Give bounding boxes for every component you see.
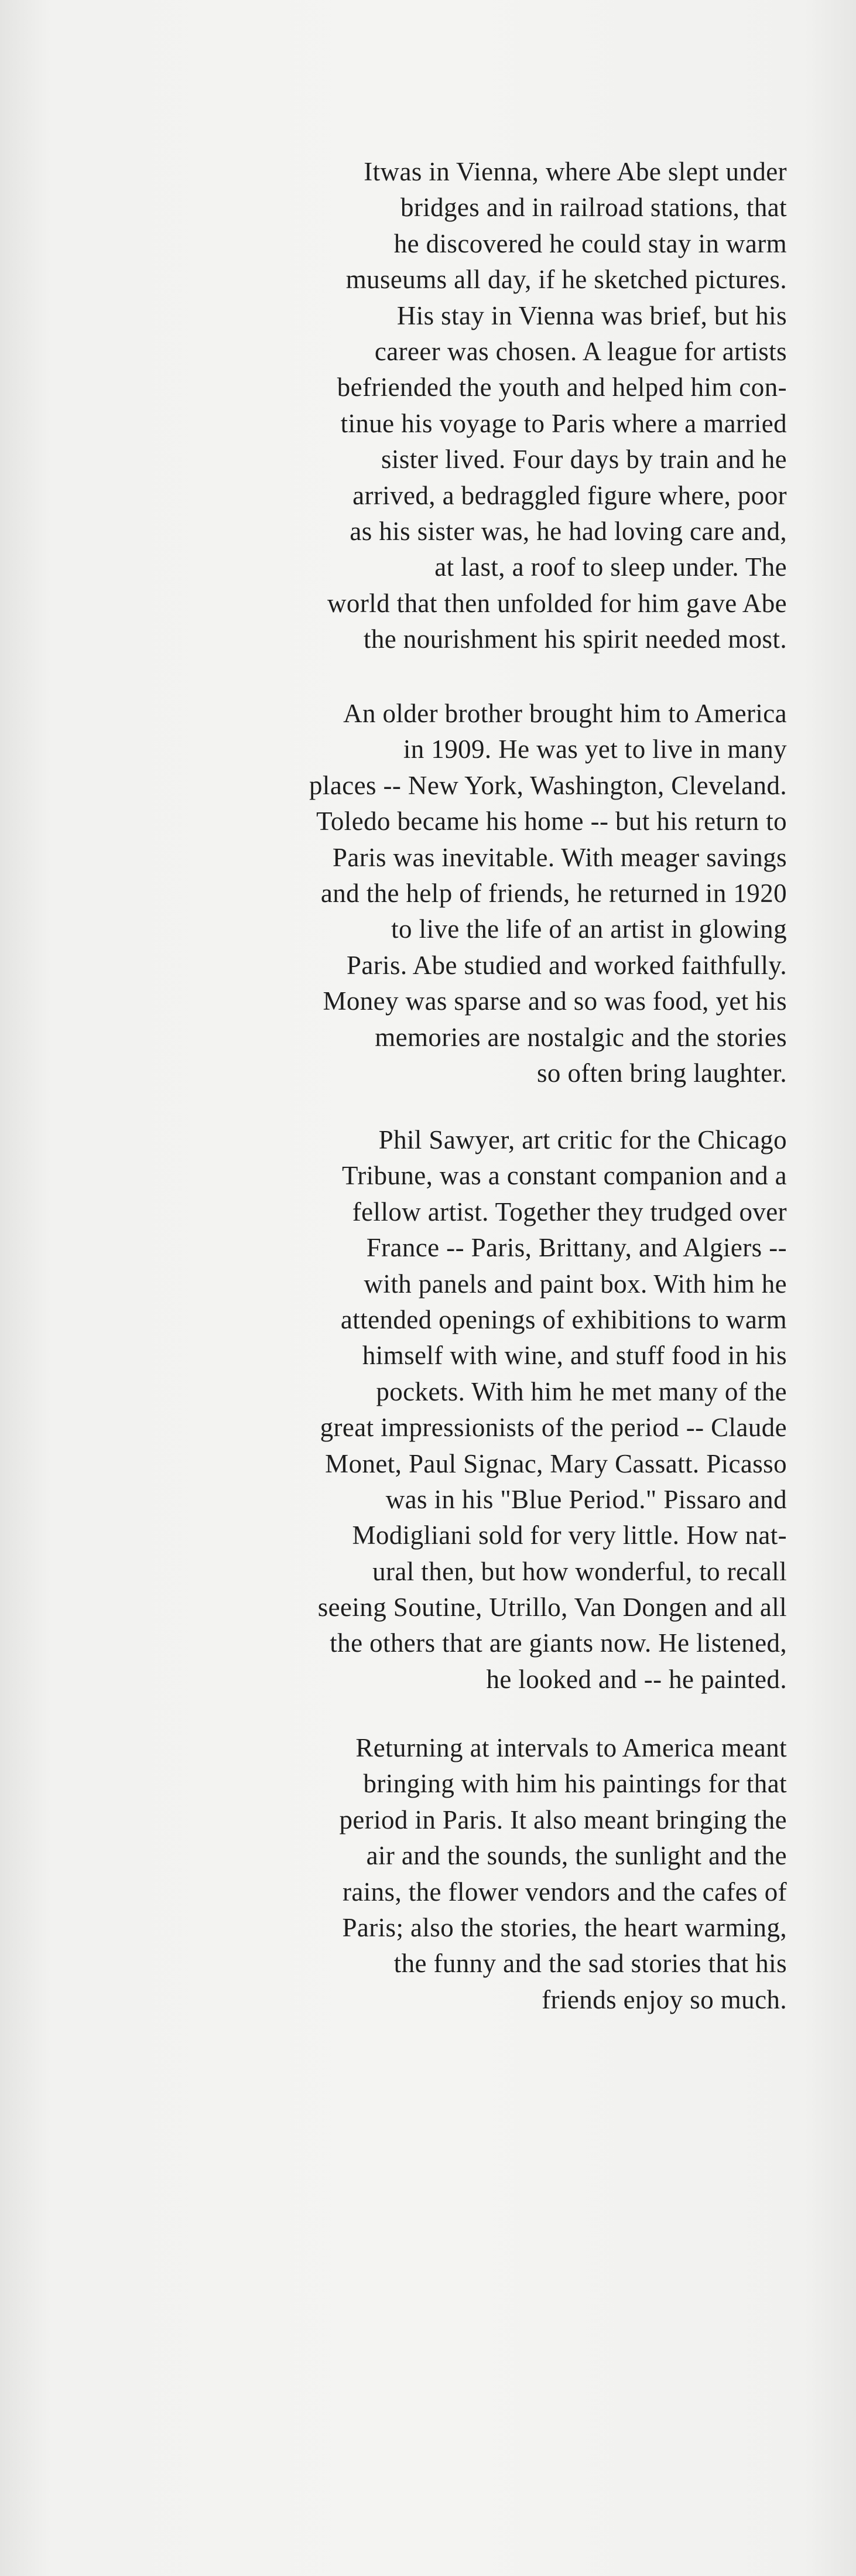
text-line: arrived, a bedraggled figure where, poor <box>352 480 787 510</box>
text-line: ural then, but how wonderful, to recall <box>372 1556 787 1586</box>
text-line: attended openings of exhibitions to warm <box>340 1304 787 1334</box>
text-line: he discovered he could stay in warm <box>393 228 787 258</box>
text-line: befriended the youth and helped him con- <box>337 373 787 402</box>
text-line: Phil Sawyer, art critic for the Chicago <box>378 1125 787 1154</box>
text-line: Modigliani sold for very little. How nat- <box>352 1521 787 1550</box>
paragraph-body <box>125 1122 787 1697</box>
paragraph-body <box>125 154 787 657</box>
text-line: tinue his voyage to Paris where a married <box>340 408 787 438</box>
text-line: Itwas in Vienna, where Abe slept under <box>364 157 787 186</box>
text-line: Toledo became his home -- but his return to <box>316 807 787 836</box>
text-line: Tribune, was a constant companion and a <box>341 1161 787 1191</box>
text-line: great impressionists of the period -- Claude <box>320 1413 787 1443</box>
text-line: fellow artist. Together they trudged over <box>352 1197 787 1226</box>
text-line: air and the sounds, the sunlight and the <box>366 1841 787 1871</box>
text-line: bridges and in railroad stations, that <box>400 193 787 223</box>
text-line: France -- Paris, Brittany, and Algiers -- <box>366 1233 787 1263</box>
text-line: and the help of friends, he returned in 1920 <box>320 878 787 908</box>
text-line: himself with wine, and stuff food in his <box>362 1341 787 1371</box>
text-line: memories are nostalgic and the stories <box>375 1022 787 1052</box>
text-line: the funny and the sad stories that his <box>393 1949 787 1979</box>
text-line: rains, the flower vendors and the cafes of <box>342 1877 787 1907</box>
text-line: Paris. Abe studied and worked faithfully. <box>346 950 787 980</box>
text-line: Monet, Paul Signac, Mary Cassatt. Picasso <box>325 1448 787 1478</box>
text-line: was in his "Blue Period." Pissaro and <box>385 1484 787 1514</box>
text-line: world that then unfolded for him gave Abe <box>327 588 787 618</box>
text-line: with panels and paint box. With him he <box>364 1269 787 1299</box>
text-line: Money was sparse and so was food, yet his <box>323 986 787 1016</box>
text-line: career was chosen. A league for artists <box>374 336 787 366</box>
text-line: in 1909. He was yet to live in many <box>403 734 787 764</box>
text-line: at last, a roof to sleep under. The <box>434 552 787 582</box>
text-line: bringing with him his paintings for that <box>363 1769 787 1799</box>
text-line: he looked and -- he painted. <box>486 1664 787 1694</box>
text-line: pockets. With him he met many of the <box>376 1376 787 1406</box>
text-line: to live the life of an artist in glowing <box>391 914 787 944</box>
text-line: places -- New York, Washington, Cleveland. <box>309 770 787 800</box>
text-line: museums all day, if he sketched pictures. <box>345 265 787 295</box>
text-line: the others that are giants now. He listened, <box>330 1628 787 1658</box>
text-line: An older brother brought him to America <box>343 699 787 728</box>
text-line: sister lived. Four days by train and he <box>381 445 787 474</box>
text-line: friends enjoy so much. <box>542 1984 787 2014</box>
paragraph-phil-sawyer <box>125 1122 787 1697</box>
text-line: His stay in Vienna was brief, but his <box>396 300 787 330</box>
paragraph-returning <box>125 1730 787 2018</box>
text-line: Returning at intervals to America meant <box>355 1733 787 1762</box>
text-line: so often bring laughter. <box>536 1058 787 1088</box>
paragraph-body <box>125 1730 787 2018</box>
text-line: Paris; also the stories, the heart warming, <box>342 1912 787 1942</box>
text-line: Paris was inevitable. With meager savings <box>332 842 787 872</box>
text-line: seeing Soutine, Utrillo, Van Dongen and all <box>317 1593 787 1622</box>
text-line: the nourishment his spirit needed most. <box>363 624 787 654</box>
paragraph-america <box>125 696 787 1091</box>
paragraph-vienna <box>125 154 787 657</box>
text-line: as his sister was, he had loving care and, <box>350 516 787 546</box>
text-line: period in Paris. It also meant bringing the <box>339 1805 787 1834</box>
paragraph-body <box>125 696 787 1091</box>
